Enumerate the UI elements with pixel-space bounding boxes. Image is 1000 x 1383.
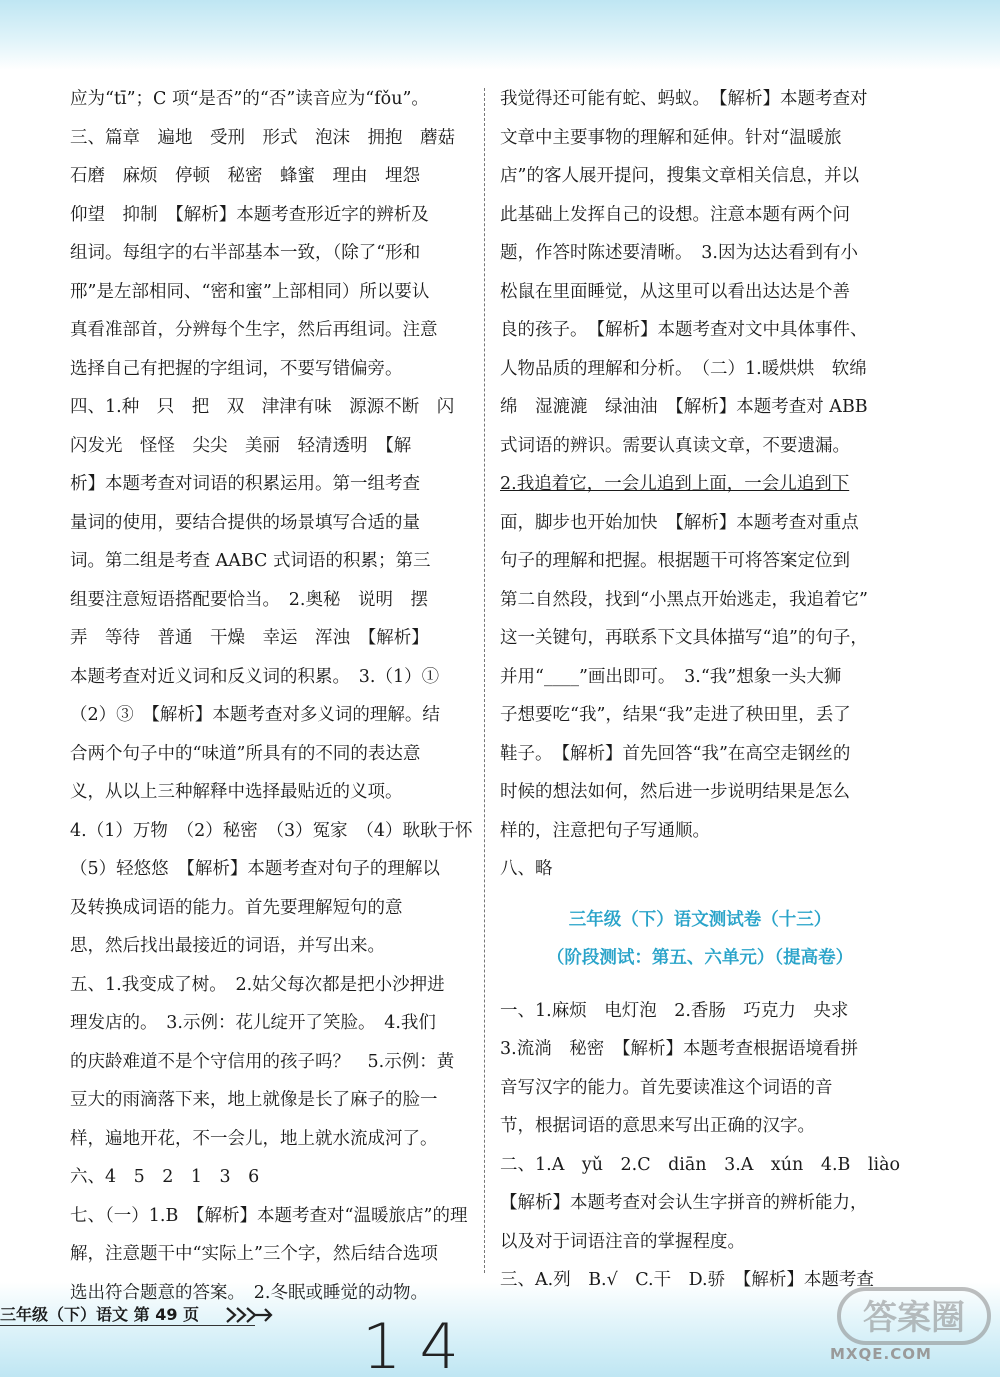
text-line: 合两个句子中的“味道”所具有的不同的表达意 [70,743,421,764]
svg-text:答案圈: 答案圈 [863,1298,965,1338]
text-line: 鞋子。 【解析】首先回答“我”在高空走钢丝的 [500,743,851,764]
text-line: 的庆龄难道不是个守信用的孩子吗？ 5.示例：黄 [70,1051,455,1072]
text-line: 真看准部首，分辨每个生字，然后再组词。注意 [70,320,438,340]
text-line: 松鼠在里面睡觉，从这里可以看出达达是个善 [500,281,850,302]
text-line: 3.流淌 秘密 【解析】本题考查根据语境看拼 [500,1039,858,1059]
text-line: 并用“____”画出即可。 3.“我”想象一头大狮 [500,666,842,687]
text-line: 仰望 抑制 【解析】本题考查形近字的辨析及 [70,204,429,225]
text-line: 文章中主要事物的理解和延伸。针对“温暖旅 [500,127,842,148]
text-line: 这一关键句，再联系下文具体描写“追”的句子， [500,628,868,648]
text-line: 五、1.我变成了树。 2.姑父每次都是把小沙押进 [70,974,445,995]
watermark-url: MXQE.COM [830,1345,932,1363]
text-line: 第二自然段，找到“小黑点开始逃走，我追着它” [500,589,868,610]
column-divider [484,88,485,1273]
text-line: 石磨 麻烦 停顿 秘密 蜂蜜 理由 埋怨 [70,166,420,186]
text-line: 时候的想法如何，然后进一步说明结果是怎么 [500,782,850,802]
text-line: 以及对于词语注音的掌握程度。 [500,1231,745,1252]
left-column [70,80,473,1312]
text-line: 一、1.麻烦 电灯泡 2.香肠 巧克力 央求 [500,1000,849,1021]
footer-rule [0,1325,255,1326]
section-title: 三年级（下）语文测试卷（十三） [568,909,832,930]
text-line: 应为“tī”；C 项“是否”的“否”读音应为“fǒu”。 [70,89,429,109]
text-line: 人物品质的理解和分析。 （二）1.暖烘烘 软绵 [500,358,867,379]
page-footer [0,1302,250,1325]
text-line: 面，脚步也开始加快 【解析】本题考查对重点 [500,512,859,533]
text-line: 邢”是左部相同、“密和蜜”上部相同）所以要认 [70,281,430,302]
text-line: 选出符合题意的答案。 2.冬眠或睡觉的动物。 [70,1282,428,1303]
text-line: 豆大的雨滴落下来，地上就像是长了麻子的脸一 [70,1090,438,1110]
text-line: 音写汉字的能力。首先要读准这个词语的音 [500,1077,833,1098]
text-line: （5）轻悠悠 【解析】本题考查对句子的理解以 [70,859,440,879]
text-line: 样，遍地开花，不一会儿，地上就水流成河了。 [70,1128,438,1149]
footer-page-number: 49 [155,1305,178,1324]
text-line: 解，注意题干中“实际上”三个字，然后结合选项 [70,1244,438,1264]
text-line: 义，从以上三种解释中选择最贴近的义项。 [70,782,403,802]
text-line: 样的，注意把句子写通顺。 [500,820,710,841]
arrow-icon [225,1302,273,1328]
text-line: 思，然后找出最接近的词语，并写出来。 [70,936,385,956]
text-line: 句子的理解和把握。根据题干可将答案定位到 [500,551,850,571]
text-line: 良的孩子。 【解析】本题考查对文中具体事件、 [500,320,868,340]
text-line: 此基础上发挥自己的设想。注意本题有两个问 [500,204,850,225]
text-line: 绵 湿漉漉 绿油油 【解析】本题考查对 ABB [500,397,868,417]
text-line: 【解析】本题考查对会认生字拼音的辨析能力， [500,1193,868,1213]
text-line: 组要注意短语搭配要恰当。 2.奥秘 说明 摆 [70,589,428,610]
text-line: 二、1.A yǔ 2.C diān 3.A xún 4.B liào [500,1154,901,1175]
text-line: 理发店的。 3.示例：花儿绽开了笑脸。 4.我们 [70,1013,436,1033]
text-line: 组词。每组字的右半部基本一致，（除了“形和 [70,243,421,263]
text-line: 三、篇章 遍地 受刑 形式 泡沫 拥抱 蘑菇 [70,127,455,148]
footer-page-suffix: 页 [183,1305,200,1324]
text-line: 三、A.列 B.√ C.干 D.骄 【解析】本题考查 [500,1270,874,1290]
text-line: 七、（一）1.B 【解析】本题考查对“温暖旅店”的理 [70,1205,468,1226]
text-line: 八、略 [500,859,553,879]
text-line: 弄 等待 普通 干燥 幸运 浑浊 【解析】 [70,628,429,648]
section-subtitle: （阶段测试：第五、六单元）（提高卷） [546,948,854,968]
text-line: 及转换成词语的能力。首先要理解短句的意 [70,897,403,918]
right-column [500,80,905,1300]
text-line: 四、1.种 只 把 双 津津有味 源源不断 闪 [70,397,455,417]
text-line: 六、4 5 2 1 3 6 [70,1167,260,1187]
text-line: 子想要吃“我”，结果“我”走进了秧田里，丢了 [500,705,851,725]
text-line: 选择自己有把握的字组词，不要写错偏旁。 [70,358,403,379]
text-line: 量词的使用，要结合提供的场景填写合适的量 [70,512,420,533]
text-line: 词。第二组是考查 AABC 式词语的积累；第三 [70,551,431,571]
footer-grade: 三年级（下）语文 [0,1305,129,1324]
text-line: 本题考查对近义词和反义词的积累。 3.（1）① [70,666,440,687]
text-line: 式词语的辨识。需要认真读文章，不要遗漏。 [500,435,850,456]
text-line: 我觉得还可能有蛇、蚂蚁。 【解析】本题考查对 [500,89,868,109]
text-line: （2）③ 【解析】本题考查对多义词的理解。结 [70,705,440,725]
top-decor-band [0,0,1000,70]
underlined-answer-line: 2.我追着它，一会儿追到上面，一会儿追到下 [500,474,850,494]
text-line: 题，作答时陈述要清晰。 3.因为达达看到有小 [500,243,858,263]
text-line: 闪发光 怪怪 尖尖 美丽 轻清透明 【解 [70,435,412,456]
text-line: 析】本题考查对词语的积累运用。第一组考查 [70,474,420,494]
handwritten-page-number: 14 [362,1310,477,1383]
text-line: 店”的客人展开提问，搜集文章相关信息，并以 [500,166,859,186]
footer-page-prefix: 第 [133,1305,150,1324]
text-line: 节，根据词语的意思来写出正确的汉字。 [500,1116,815,1136]
text-line: 4.（1）万物 （2）秘密 （3）冤家 （4）耿耿于怀 [70,820,473,841]
